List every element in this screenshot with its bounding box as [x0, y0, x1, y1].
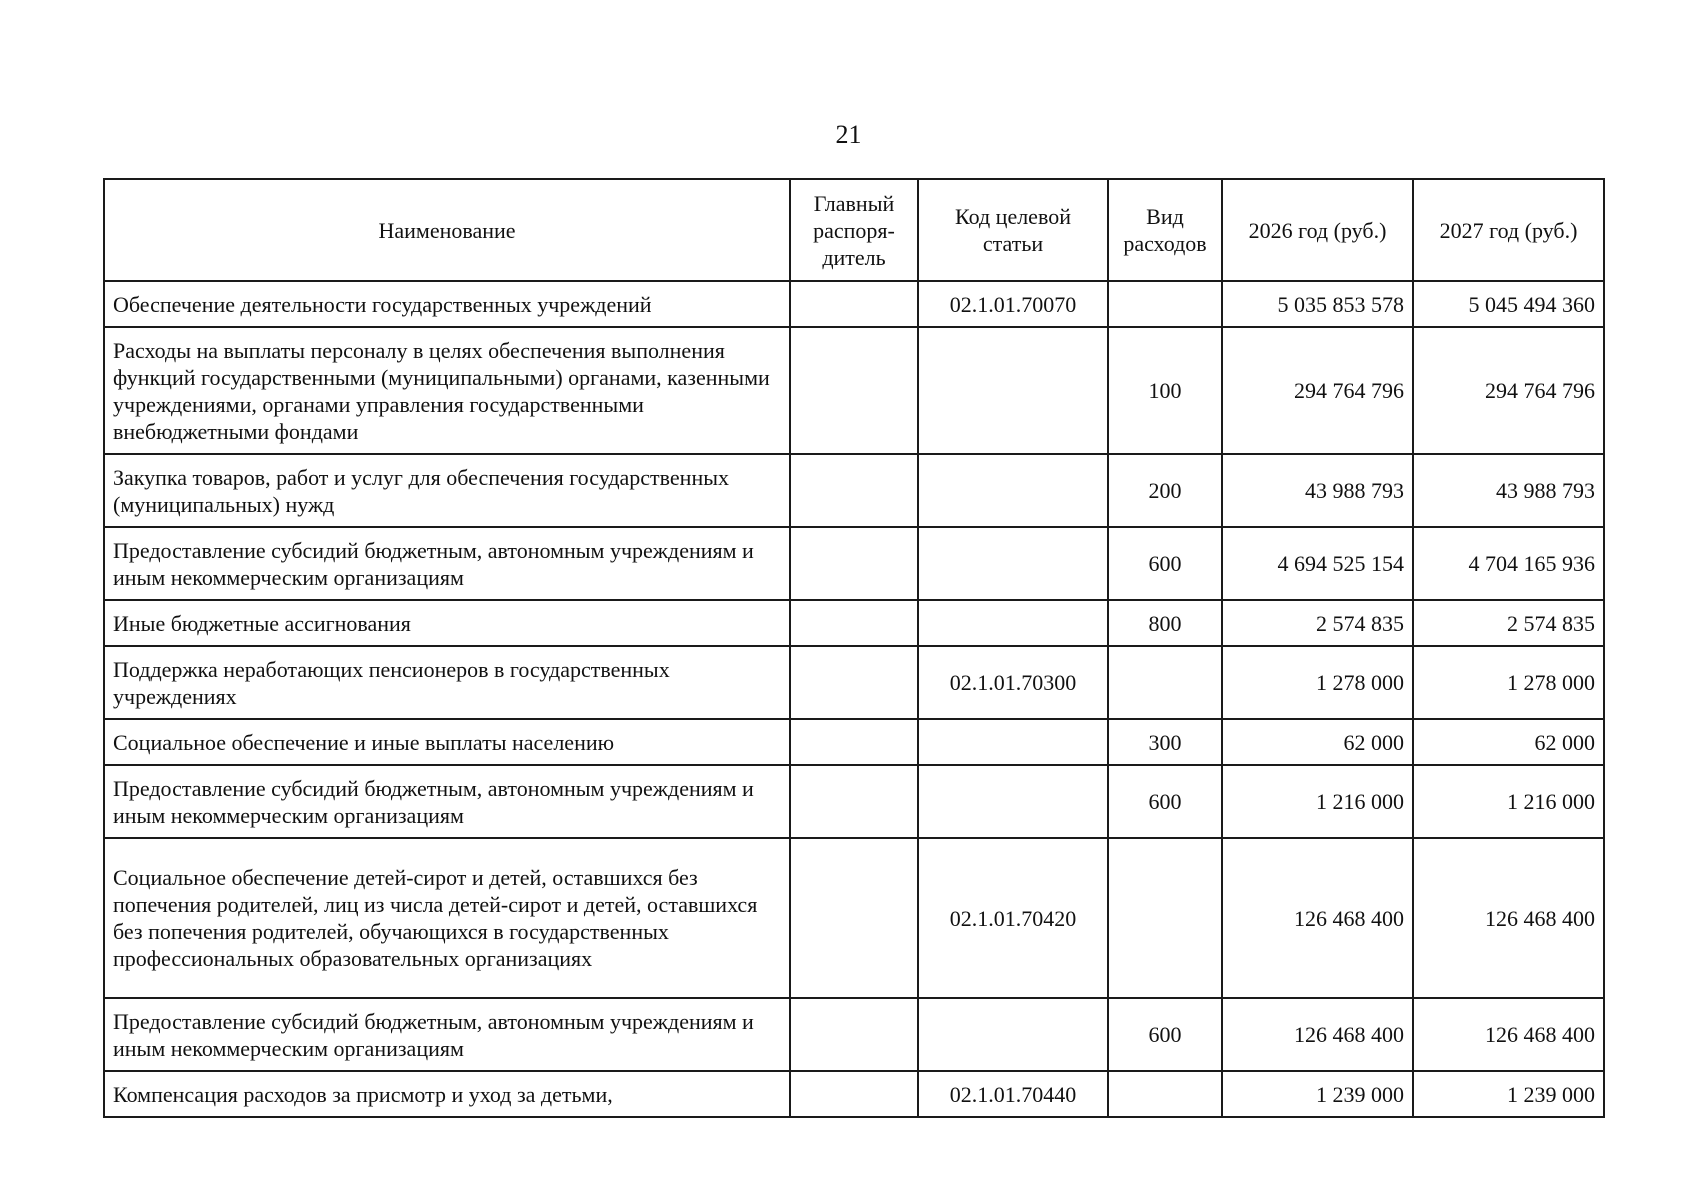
table-header-row: [104, 179, 1604, 281]
row-code: [918, 527, 1108, 600]
row-name: Поддержка неработающих пенсионеров в государственных учреждениях: [104, 646, 790, 719]
row-code: 02.1.01.70070: [918, 281, 1108, 327]
header-code: Код целевой статьи: [918, 179, 1108, 281]
row-year-2026: 126 468 400: [1222, 838, 1413, 998]
row-year-2026: 1 278 000: [1222, 646, 1413, 719]
table-row: [104, 281, 1604, 327]
row-manager: [790, 327, 918, 454]
row-year-2027: 1 239 000: [1413, 1071, 1604, 1117]
row-manager: [790, 998, 918, 1071]
header-year-2026: 2026 год (руб.): [1222, 179, 1413, 281]
row-type: 300: [1108, 719, 1222, 765]
row-year-2026: 2 574 835: [1222, 600, 1413, 646]
row-manager: [790, 765, 918, 838]
row-name: Компенсация расходов за присмотр и уход за детьми,: [104, 1071, 790, 1117]
row-year-2027: 126 468 400: [1413, 998, 1604, 1071]
row-code: [918, 600, 1108, 646]
row-year-2026: 1 216 000: [1222, 765, 1413, 838]
table-row: [104, 527, 1604, 600]
row-name: Социальное обеспечение детей-сирот и детей, оставшихся без попечения родителей, лиц из числа детей-сирот и детей, оставшихся без попечения родителей, обучающихся в государственных профессиональных образовательных организациях: [104, 838, 790, 998]
row-code: 02.1.01.70440: [918, 1071, 1108, 1117]
row-manager: [790, 600, 918, 646]
row-type: 600: [1108, 998, 1222, 1071]
row-year-2027: 294 764 796: [1413, 327, 1604, 454]
row-year-2026: 126 468 400: [1222, 998, 1413, 1071]
row-year-2026: 294 764 796: [1222, 327, 1413, 454]
header-manager: Главный распоря-дитель: [790, 179, 918, 281]
table-row: [104, 646, 1604, 719]
row-code: [918, 454, 1108, 527]
row-type: [1108, 1071, 1222, 1117]
row-year-2027: 1 216 000: [1413, 765, 1604, 838]
header-type: Вид расходов: [1108, 179, 1222, 281]
header-year-2027: 2027 год (руб.): [1413, 179, 1604, 281]
row-type: 800: [1108, 600, 1222, 646]
row-year-2026: 43 988 793: [1222, 454, 1413, 527]
row-year-2026: 62 000: [1222, 719, 1413, 765]
row-year-2027: 5 045 494 360: [1413, 281, 1604, 327]
row-code: [918, 327, 1108, 454]
row-name: Предоставление субсидий бюджетным, автономным учреждениям и иным некоммерческим организациям: [104, 998, 790, 1071]
table-row: [104, 765, 1604, 838]
budget-table: [103, 178, 1605, 1118]
row-type: [1108, 838, 1222, 998]
table-row: [104, 719, 1604, 765]
row-type: 200: [1108, 454, 1222, 527]
row-name: Предоставление субсидий бюджетным, автономным учреждениям и иным некоммерческим организациям: [104, 527, 790, 600]
row-year-2027: 2 574 835: [1413, 600, 1604, 646]
row-manager: [790, 646, 918, 719]
row-year-2026: 1 239 000: [1222, 1071, 1413, 1117]
row-year-2027: 43 988 793: [1413, 454, 1604, 527]
row-name: Закупка товаров, работ и услуг для обеспечения государственных (муниципальных) нужд: [104, 454, 790, 527]
row-name: Расходы на выплаты персоналу в целях обеспечения выполнения функций государственными (муниципальными) органами, казенными учреждениями, органами управления государственными внебюджетными фондами: [104, 327, 790, 454]
row-type: 100: [1108, 327, 1222, 454]
page-number: 21: [835, 120, 862, 149]
row-code: [918, 719, 1108, 765]
row-year-2027: 62 000: [1413, 719, 1604, 765]
table-row: [104, 998, 1604, 1071]
row-name: Иные бюджетные ассигнования: [104, 600, 790, 646]
row-name: Предоставление субсидий бюджетным, автономным учреждениям и иным некоммерческим организациям: [104, 765, 790, 838]
row-year-2026: 5 035 853 578: [1222, 281, 1413, 327]
row-type: [1108, 281, 1222, 327]
header-name: Наименование: [104, 179, 790, 281]
row-code: 02.1.01.70300: [918, 646, 1108, 719]
table-row: [104, 327, 1604, 454]
row-year-2027: 1 278 000: [1413, 646, 1604, 719]
row-name: Социальное обеспечение и иные выплаты населению: [104, 719, 790, 765]
row-manager: [790, 454, 918, 527]
row-code: 02.1.01.70420: [918, 838, 1108, 998]
row-type: 600: [1108, 765, 1222, 838]
table-row: [104, 838, 1604, 998]
row-year-2026: 4 694 525 154: [1222, 527, 1413, 600]
row-manager: [790, 838, 918, 998]
row-type: [1108, 646, 1222, 719]
row-code: [918, 998, 1108, 1071]
row-year-2027: 126 468 400: [1413, 838, 1604, 998]
table-row: [104, 600, 1604, 646]
row-manager: [790, 281, 918, 327]
row-name: Обеспечение деятельности государственных учреждений: [104, 281, 790, 327]
row-year-2027: 4 704 165 936: [1413, 527, 1604, 600]
row-manager: [790, 1071, 918, 1117]
row-code: [918, 765, 1108, 838]
row-manager: [790, 527, 918, 600]
row-manager: [790, 719, 918, 765]
table-row: [104, 1071, 1604, 1117]
row-type: 600: [1108, 527, 1222, 600]
table-row: [104, 454, 1604, 527]
